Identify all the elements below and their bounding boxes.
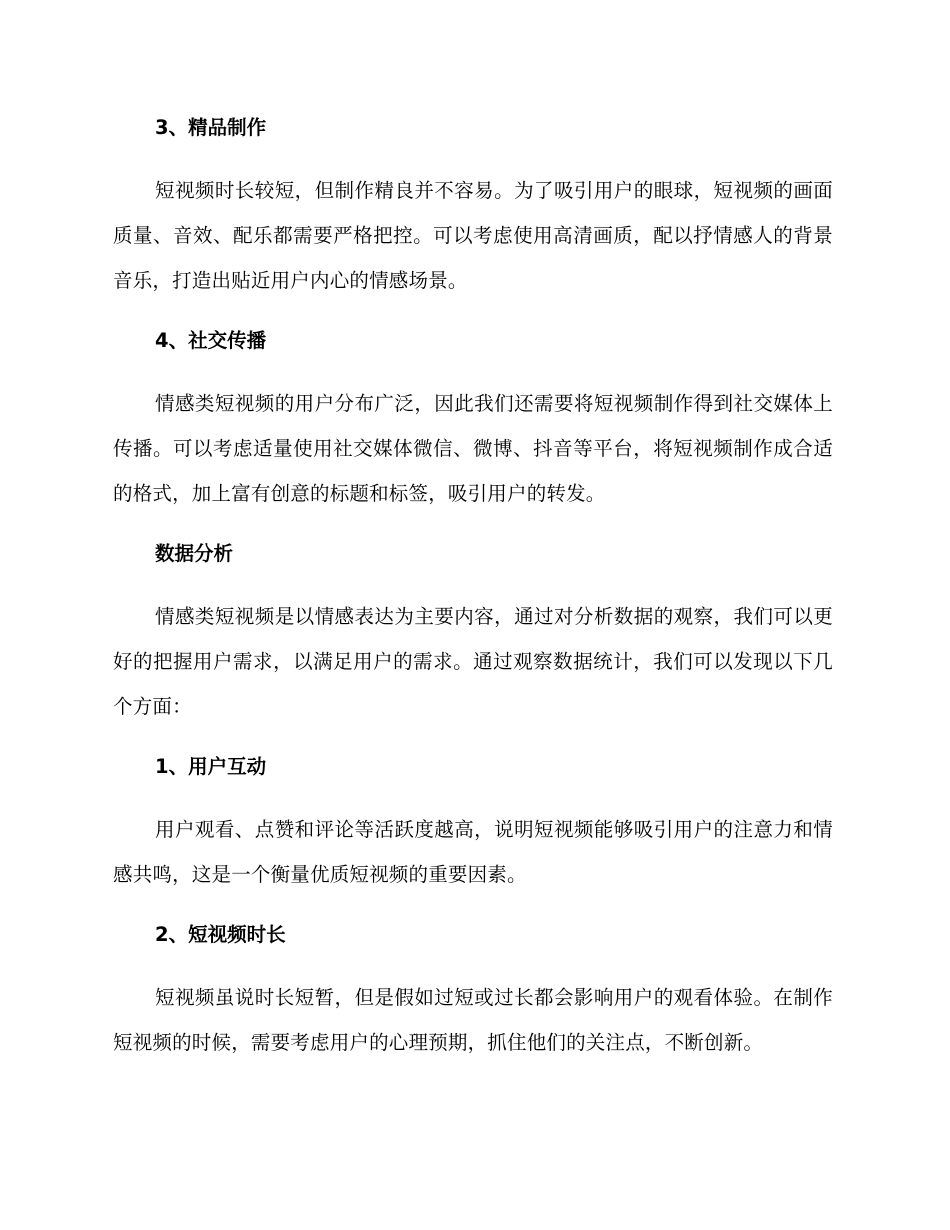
section-paragraph-data-analysis: 情感类短视频是以情感表达为主要内容，通过对分析数据的观察，我们可以更好的把握用户需求，以满足用户的需求。通过观察数据统计，我们可以发现以下几个方面：: [113, 605, 833, 718]
document-body: [113, 108, 833, 1083]
section-heading-data-analysis: 数据分析: [155, 542, 234, 565]
section-paragraph-quality-production: 短视频时长较短，但制作精良并不容易。为了吸引用户的眼球，短视频的画面质量、音效、配乐都需要严格把控。可以考虑使用高清画质，配以抒情感人的背景音乐，打造出贴近用户内心的情感场景。: [113, 179, 833, 292]
section-paragraph-video-length: 短视频虽说时长短暂，但是假如过短或过长都会影响用户的观看体验。在制作短视频的时候，需要考虑用户的心理预期，抓住他们的关注点，不断创新。: [113, 986, 833, 1054]
section-paragraph-social-spread: 情感类短视频的用户分布广泛，因此我们还需要将短视频制作得到社交媒体上传播。可以考虑适量使用社交媒体微信、微博、抖音等平台，将短视频制作成合适的格式，加上富有创意的标题和标签，吸引用户的转发。: [113, 392, 833, 505]
section-heading-video-length: 2、短视频时长: [155, 923, 286, 946]
section-heading-quality-production: 3、精品制作: [155, 116, 267, 139]
section-heading-social-spread: 4、社交传播: [155, 329, 267, 352]
section-paragraph-user-interaction: 用户观看、点赞和评论等活跃度越高，说明短视频能够吸引用户的注意力和情感共鸣，这是一个衡量优质短视频的重要因素。: [113, 818, 833, 886]
section-heading-user-interaction: 1、用户互动: [155, 755, 267, 778]
